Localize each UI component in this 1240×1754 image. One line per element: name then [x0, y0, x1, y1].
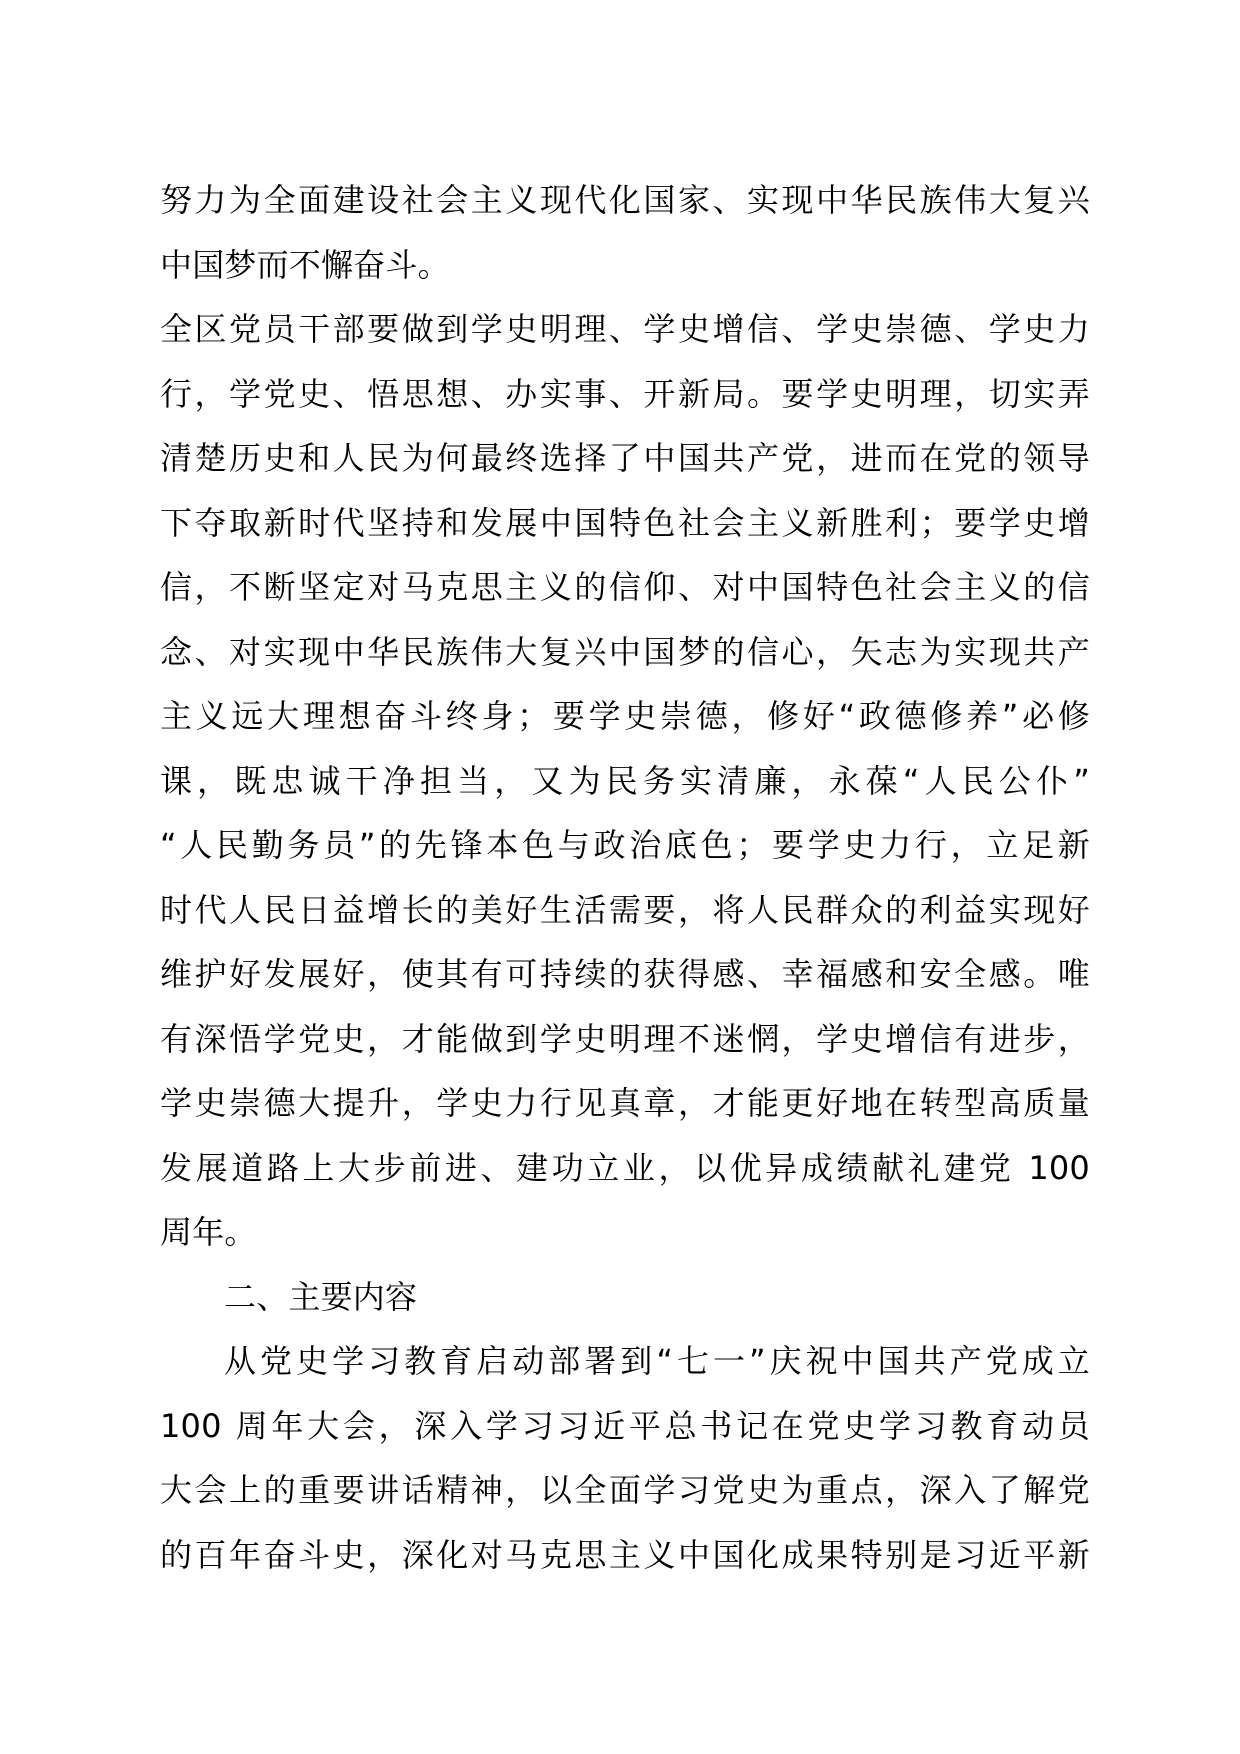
text-line: 下夺取新时代坚持和发展中国特色社会主义新胜利；要学史增 [160, 503, 1090, 542]
text-line: “人民勤务员”的先锋本色与政治底色；要学史力行，立足新 [160, 826, 1090, 864]
text-line: 信，不断坚定对马克思主义的信仰、对中国特色社会主义的信 [160, 568, 1090, 606]
text-line: 行，学党史、悟思想、办实事、开新局。要学史明理，切实弄 [160, 374, 1090, 413]
text-line: 有深悟学党史，才能做到学史明理不迷惘，学史增信有进步， [160, 1019, 1090, 1058]
text-line: 清楚历史和人民为何最终选择了中国共产党，进而在党的领导 [160, 439, 1090, 477]
document-body [160, 168, 1090, 1587]
text-line: 发展道路上大步前进、建功立业，以优异成绩献礼建党 100 [160, 1148, 1090, 1187]
text-line: 维护好发展好，使其有可持续的获得感、幸福感和安全感。唯 [160, 955, 1090, 993]
paragraph-continuation [160, 168, 1090, 297]
text-line: 时代人民日益增长的美好生活需要，将人民群众的利益实现好 [160, 890, 1090, 929]
paragraph-main-content [160, 1329, 1090, 1587]
text-line: 从党史学习教育启动部署到“七一”庆祝中国共产党成立 [224, 1342, 1090, 1380]
text-line: 的百年奋斗史，深化对马克思主义中国化成果特别是习近平新 [160, 1535, 1090, 1574]
text-line: 100 周年大会，深入学习习近平总书记在党史学习教育动员 [160, 1406, 1090, 1445]
text-line: 中国梦而不懈奋斗。 [160, 245, 450, 284]
text-line: 念、对实现中华民族伟大复兴中国梦的信心，矢志为实现共产 [160, 632, 1090, 671]
text-line: 努力为全面建设社会主义现代化国家、实现中华民族伟大复兴 [160, 181, 1090, 219]
text-line: 周年。 [160, 1213, 257, 1251]
text-line: 主义远大理想奋斗终身；要学史崇德，修好“政德修养”必修 [160, 697, 1090, 735]
section-heading-block [160, 1265, 1090, 1330]
text-line: 全区党员干部要做到学史明理、学史增信、学史崇德、学史力 [160, 310, 1090, 348]
section-heading: 二、主要内容 [224, 1277, 418, 1316]
text-line: 课，既忠诚干净担当，又为民务实清廉，永葆“人民公仆” [160, 761, 1090, 800]
text-line: 大会上的重要讲话精神，以全面学习党史为重点，深入了解党 [160, 1471, 1090, 1509]
text-line: 学史崇德大提升，学史力行见真章，才能更好地在转型高质量 [160, 1084, 1090, 1122]
paragraph-study-history [160, 297, 1090, 1265]
